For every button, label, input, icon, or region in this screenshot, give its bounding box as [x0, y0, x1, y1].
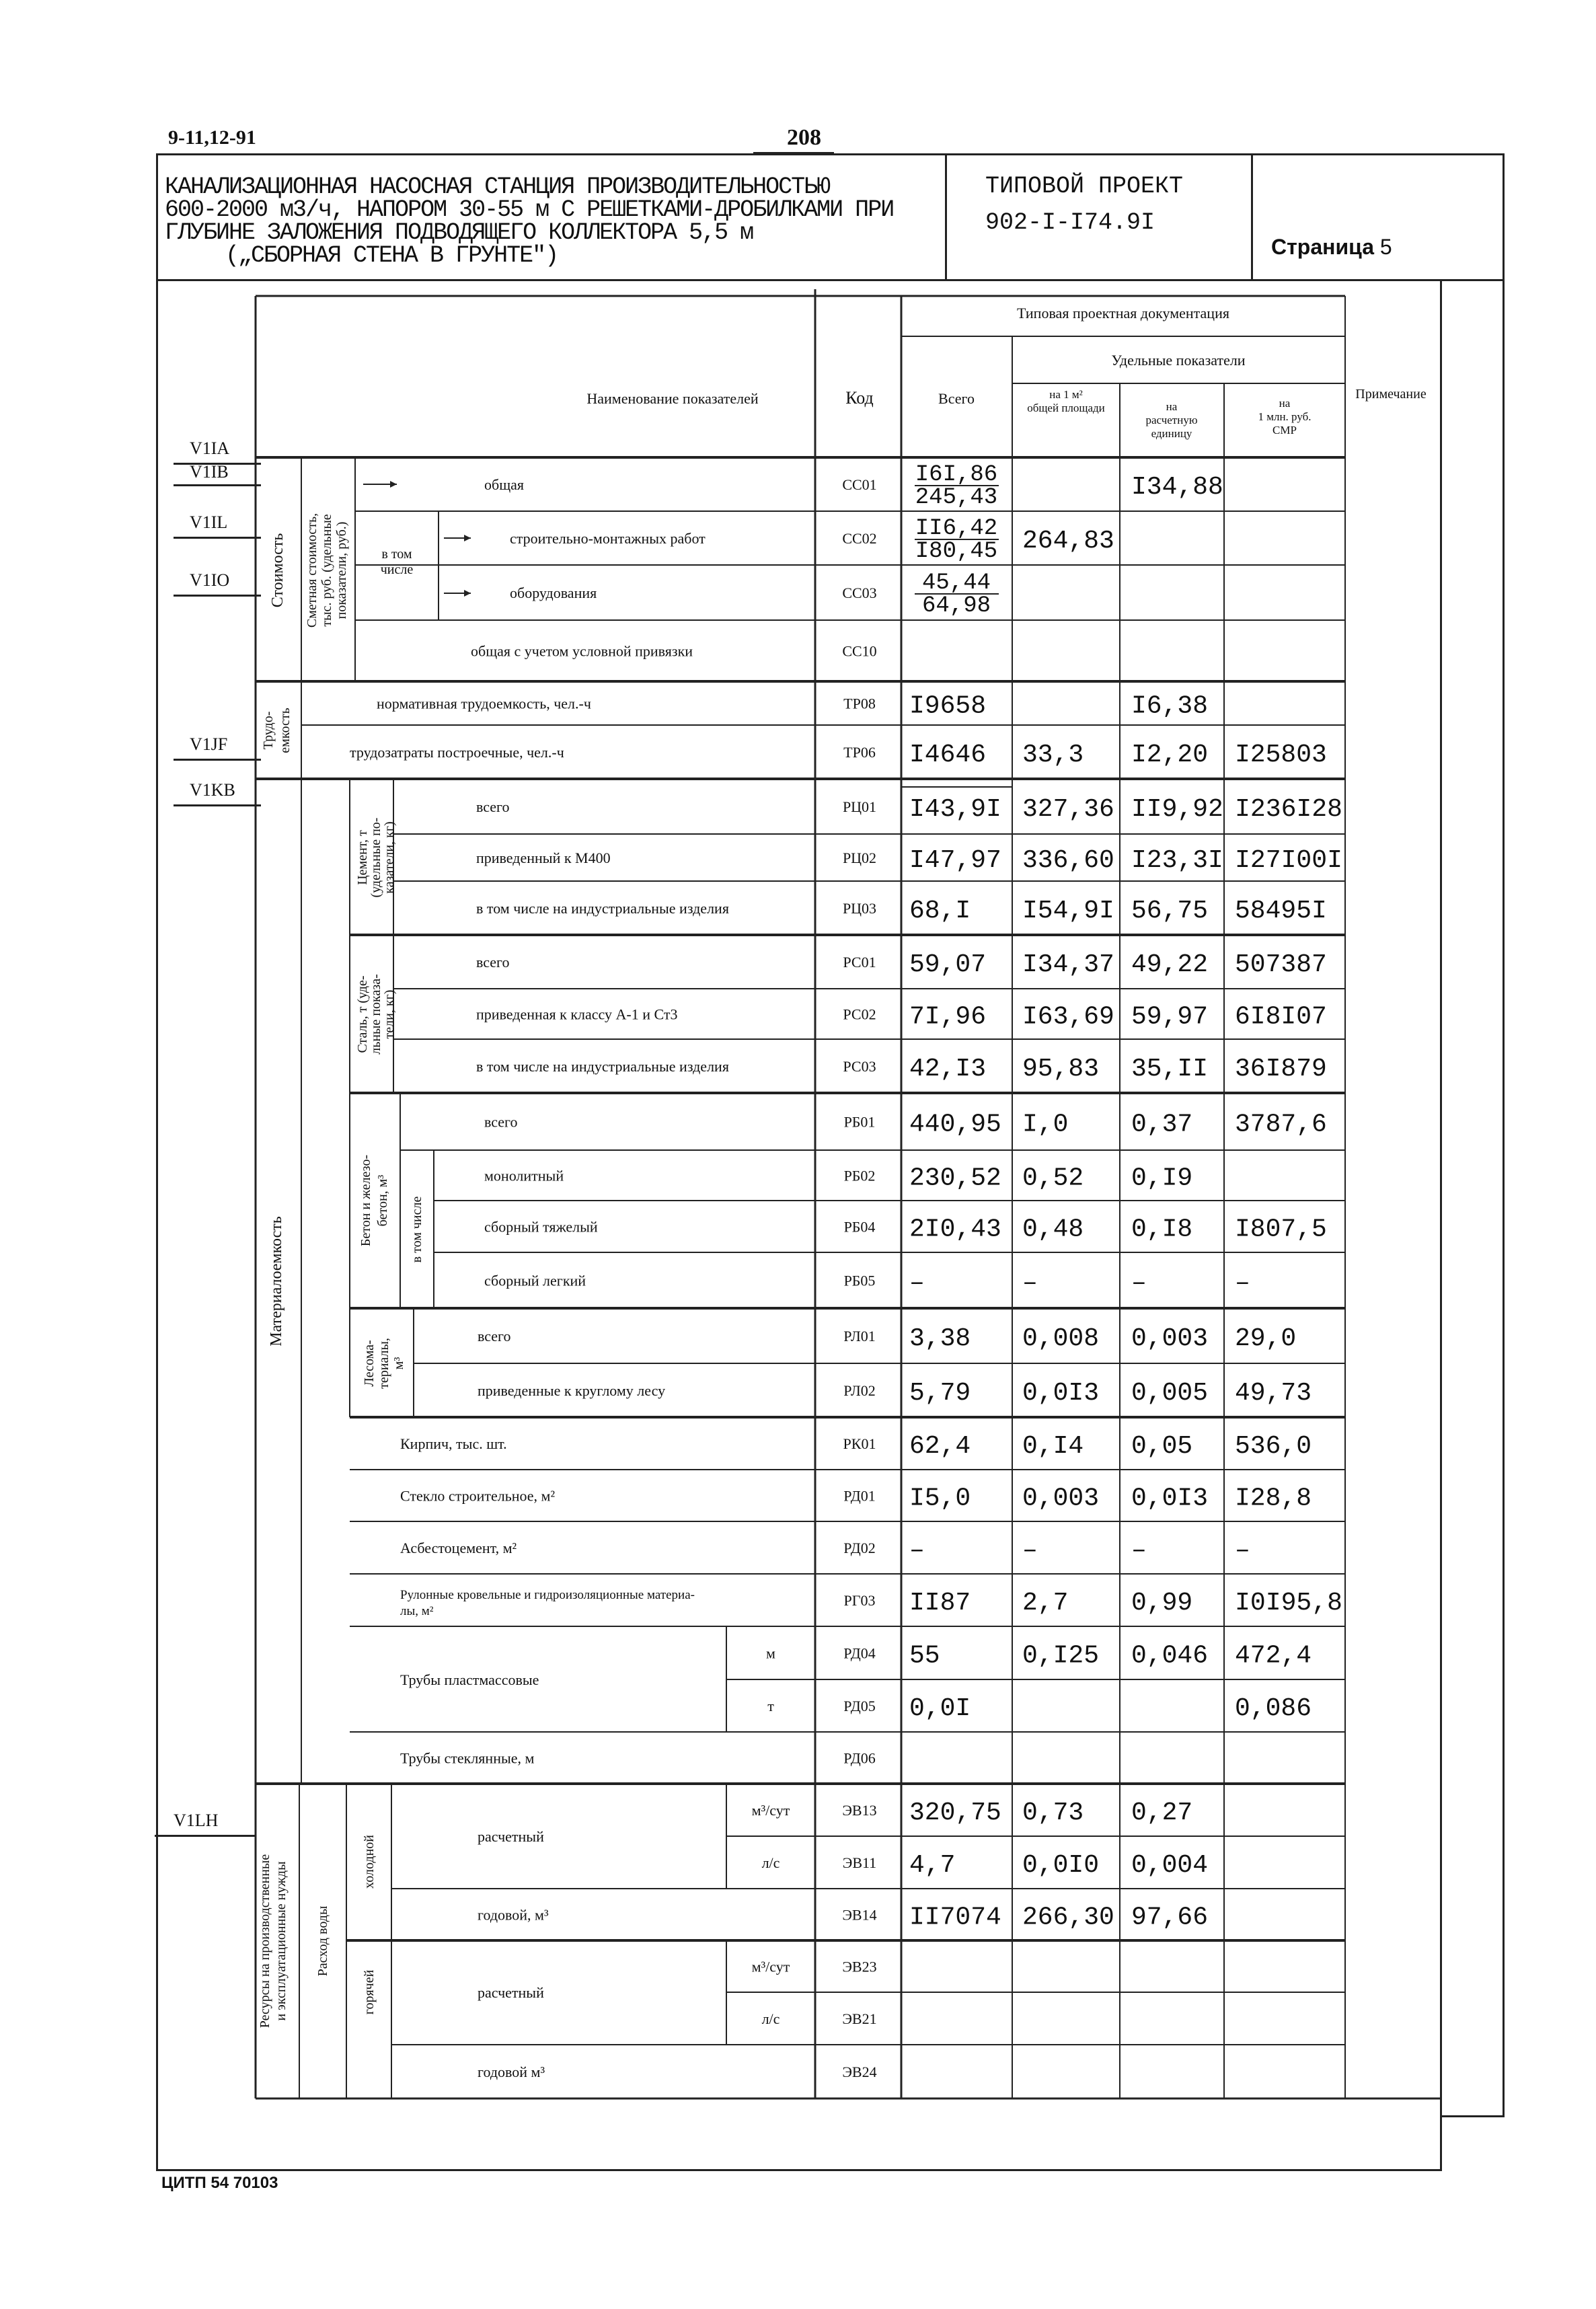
- row-4-code: ТР08: [843, 695, 876, 712]
- row-2-code: СС03: [842, 584, 877, 601]
- group-wood-1: Лесома-: [362, 1340, 377, 1387]
- row-16-total: 3,38: [909, 1324, 971, 1353]
- row-23-per-smr: 0,086: [1235, 1694, 1312, 1723]
- row-0-code: СС01: [842, 476, 877, 493]
- row-7-name: приведенный к М400: [476, 849, 611, 866]
- row-0-per-unit: I34,88: [1131, 473, 1223, 502]
- row-1-total: II6,42: [915, 516, 998, 541]
- row-7-per-unit: I23,3I: [1131, 846, 1223, 875]
- row-16-code: РЛ01: [843, 1328, 876, 1345]
- row-19-code: РД01: [843, 1487, 876, 1505]
- row-7-code: РЦ02: [842, 849, 877, 866]
- row-12-code: РБ01: [843, 1113, 876, 1131]
- row-19-per-unit: 0,0I3: [1131, 1484, 1209, 1513]
- group-incl-2: числе: [380, 562, 414, 577]
- mark-v1lh: V1LH: [174, 1811, 219, 1830]
- row-25-unit: м³/сут: [751, 1802, 790, 1819]
- row-5-per-area: 33,3: [1022, 741, 1084, 769]
- row-24-code: РД06: [843, 1749, 876, 1767]
- group-water: Расход воды: [315, 1905, 330, 1977]
- head-per-smr-2: 1 млн. руб.: [1258, 410, 1312, 423]
- row-14-per-smr: I807,5: [1235, 1215, 1327, 1244]
- mark-v1jf: V1JF: [190, 734, 228, 754]
- head-per-unit-3: единицу: [1151, 427, 1192, 440]
- row-1-total-2: I80,45: [915, 539, 998, 564]
- row-19-per-area: 0,003: [1022, 1484, 1100, 1513]
- row-27-total: II7074: [909, 1903, 1001, 1932]
- mark-v1il: V1IL: [190, 513, 228, 532]
- row-13-name: монолитный: [484, 1167, 564, 1184]
- row-11-per-unit: 35,II: [1131, 1055, 1209, 1084]
- row-25-name: расчетный: [478, 1828, 544, 1845]
- row-13-per-unit: 0,I9: [1131, 1164, 1193, 1193]
- group-incl-1: в том: [381, 547, 412, 562]
- row-21-name-line-2: лы, м²: [400, 1604, 434, 1618]
- row-9-per-unit: 49,22: [1131, 950, 1209, 979]
- row-19-per-smr: I28,8: [1235, 1484, 1312, 1513]
- row-28-unit: м³/сут: [751, 1958, 790, 1975]
- row-15-per-smr: –: [1235, 1269, 1250, 1298]
- row-15-code: РБ05: [843, 1272, 876, 1289]
- row-24-name: Трубы стеклянные, м: [400, 1749, 535, 1767]
- row-16-per-smr: 29,0: [1235, 1324, 1297, 1353]
- row-1-code: СС02: [842, 530, 877, 547]
- row-7-total: I47,97: [909, 846, 1001, 875]
- row-18-total: 62,4: [909, 1432, 971, 1461]
- row-6-code: РЦ01: [842, 798, 877, 815]
- row-14-code: РБ04: [843, 1218, 876, 1236]
- group-concrete-1: Бетон и железо-: [358, 1154, 373, 1247]
- row-4-name: нормативная трудоемкость, чел.-ч: [377, 695, 591, 712]
- row-21-per-area: 2,7: [1022, 1589, 1069, 1618]
- project-title-line-4: („СБОРНАЯ СТЕНА В ГРУНТЕ"): [225, 242, 558, 269]
- row-22-total: 55: [909, 1641, 940, 1671]
- arrow-head-icon: [464, 590, 471, 597]
- head-total: Всего: [938, 390, 975, 407]
- arrow-head-icon: [464, 535, 471, 541]
- row-18-per-unit: 0,05: [1131, 1432, 1193, 1461]
- mark-v1ia: V1IA: [190, 439, 230, 458]
- row-9-per-smr: 507387: [1235, 950, 1327, 979]
- row-26-per-area: 0,0I0: [1022, 1851, 1100, 1880]
- row-17-total: 5,79: [909, 1379, 971, 1408]
- head-specific: Удельные показатели: [1111, 352, 1246, 369]
- group-labor-2: емкость: [278, 708, 293, 753]
- group-resources-2: и эксплуатационные нужды: [274, 1861, 289, 2021]
- group-concrete-incl: в том числе: [410, 1196, 424, 1263]
- row-4-per-unit: I6,38: [1131, 691, 1209, 721]
- row-11-name: в том числе на индустриальные изделия: [476, 1058, 729, 1075]
- row-25-per-unit: 0,27: [1131, 1799, 1193, 1827]
- row-22-per-smr: 472,4: [1235, 1641, 1312, 1671]
- row-20-name: Асбестоцемент, м²: [400, 1540, 517, 1556]
- row-26-unit: л/с: [761, 1854, 780, 1871]
- row-6-per-unit: II9,92: [1131, 795, 1223, 824]
- group-concrete-2: бетон, м³: [375, 1174, 390, 1227]
- group-cement-1: Цемент, т: [355, 830, 370, 885]
- head-code: Код: [845, 388, 874, 408]
- project-code: 902-I-I74.9I: [985, 209, 1155, 236]
- row-2-total: 45,44: [921, 570, 991, 596]
- group-cold: холодной: [362, 1835, 377, 1889]
- row-17-code: РЛ02: [843, 1382, 876, 1399]
- row-20-total: –: [909, 1536, 925, 1565]
- row-11-per-smr: 36I879: [1235, 1055, 1327, 1084]
- row-15-name: сборный легкий: [484, 1272, 586, 1289]
- row-8-per-smr: 58495I: [1235, 897, 1327, 925]
- row-16-per-unit: 0,003: [1131, 1324, 1209, 1353]
- row-17-name: приведенные к круглому лесу: [478, 1382, 666, 1399]
- row-21-name-line-1: Рулонные кровельные и гидроизоляционные материа-: [400, 1588, 695, 1602]
- row-19-total: I5,0: [909, 1484, 971, 1513]
- row-8-per-unit: 56,75: [1131, 897, 1209, 925]
- head-name: Наименование показателей: [586, 390, 759, 407]
- group-cost: Стоимость: [269, 533, 287, 608]
- row-10-per-area: I63,69: [1022, 1002, 1114, 1032]
- mark-v1ib: V1IB: [190, 462, 229, 482]
- row-28-code: ЭВ23: [842, 1958, 877, 1975]
- row-27-code: ЭВ14: [842, 1906, 877, 1924]
- row-23-total: 0,0I: [909, 1694, 971, 1723]
- row-22-name: Трубы пластмассовые: [400, 1671, 539, 1688]
- row-2-name: оборудования: [510, 584, 597, 601]
- project-type-label: ТИПОВОЙ ПРОЕКТ: [985, 173, 1184, 200]
- row-21-per-smr: I0I95,8: [1235, 1589, 1342, 1618]
- row-3-code: СС10: [842, 642, 877, 660]
- group-cement-2: (удельные по-: [369, 817, 383, 898]
- row-22-unit: м: [766, 1644, 775, 1662]
- row-1-name: строительно-монтажных работ: [510, 530, 706, 547]
- group-cement-3: казатели, кг): [382, 821, 397, 894]
- row-26-code: ЭВ11: [842, 1854, 877, 1871]
- row-17-per-unit: 0,005: [1131, 1379, 1209, 1408]
- row-13-per-area: 0,52: [1022, 1164, 1084, 1193]
- row-22-code: РД04: [843, 1644, 876, 1662]
- head-per-unit-1: на: [1166, 400, 1178, 413]
- mark-v1io: V1IO: [190, 570, 230, 590]
- row-28-name: расчетный: [478, 1984, 544, 2001]
- row-27-per-area: 266,30: [1022, 1903, 1114, 1932]
- row-25-per-area: 0,73: [1022, 1799, 1084, 1827]
- row-8-total: 68,I: [909, 897, 971, 925]
- row-15-per-unit: –: [1131, 1269, 1147, 1298]
- row-13-code: РБ02: [843, 1167, 876, 1184]
- row-29-unit: л/с: [761, 2010, 780, 2027]
- row-15-per-area: –: [1022, 1269, 1038, 1298]
- head-per-smr-1: на: [1279, 397, 1291, 410]
- sheet-number: 5: [1379, 235, 1392, 259]
- row-18-name: Кирпич, тыс. шт.: [400, 1435, 507, 1452]
- group-resources-1: Ресурсы на производственные: [258, 1854, 272, 2029]
- row-11-total: 42,I3: [909, 1055, 987, 1084]
- group-labor-1: Трудо-: [261, 711, 276, 750]
- sheet-label-text: Страница: [1271, 235, 1374, 259]
- row-11-code: РС03: [843, 1058, 876, 1075]
- row-19-name: Стекло строительное, м²: [400, 1487, 556, 1505]
- row-6-total: I43,9I: [909, 795, 1001, 824]
- row-14-per-area: 0,48: [1022, 1215, 1084, 1244]
- document-number: 9-11,12-91: [168, 126, 256, 149]
- head-per-unit-2: расчетную: [1145, 414, 1198, 426]
- row-14-per-unit: 0,I8: [1131, 1215, 1193, 1244]
- row-14-name: сборный тяжелый: [484, 1218, 598, 1236]
- row-12-per-smr: 3787,6: [1235, 1110, 1327, 1139]
- row-22-per-unit: 0,046: [1131, 1641, 1209, 1671]
- group-wood-2: териалы,: [377, 1338, 391, 1389]
- row-7-per-smr: I27I00I: [1235, 846, 1342, 875]
- row-11-per-area: 95,83: [1022, 1055, 1100, 1084]
- row-23-code: РД05: [843, 1698, 876, 1714]
- group-cost-sub-1: Сметная стоимость,: [305, 513, 319, 628]
- row-5-total: I4646: [909, 741, 987, 769]
- row-4-total: I9658: [909, 691, 987, 721]
- row-6-per-area: 327,36: [1022, 795, 1114, 824]
- row-27-per-unit: 97,66: [1131, 1903, 1209, 1932]
- row-10-code: РС02: [843, 1006, 876, 1023]
- row-5-name: трудозатраты построечные, чел.-ч: [350, 744, 564, 761]
- head-per-area-1: на 1 м²: [1049, 388, 1083, 401]
- row-5-per-unit: I2,20: [1131, 741, 1209, 769]
- row-26-per-unit: 0,004: [1131, 1851, 1209, 1880]
- row-21-code: РГ03: [843, 1592, 876, 1609]
- row-17-per-area: 0,0I3: [1022, 1379, 1100, 1408]
- row-5-code: ТР06: [843, 744, 876, 761]
- row-25-total: 320,75: [909, 1799, 1001, 1827]
- group-steel-2: льные показа-: [369, 974, 383, 1055]
- row-6-per-smr: I236I28: [1235, 795, 1342, 824]
- project-title-line-3: ГЛУБИНЕ ЗАЛОЖЕНИЯ ПОДВОДЯЩЕГО КОЛЛЕКТОРА 5,5 м: [165, 219, 753, 246]
- row-7-per-area: 336,60: [1022, 846, 1114, 875]
- group-material: Материалоемкость: [268, 1216, 285, 1347]
- row-21-per-unit: 0,99: [1131, 1589, 1193, 1618]
- row-18-per-area: 0,I4: [1022, 1432, 1084, 1461]
- row-27-name: годовой, м³: [478, 1906, 549, 1924]
- row-10-per-smr: 6I8I07: [1235, 1002, 1327, 1032]
- row-2-total-2: 64,98: [921, 593, 991, 619]
- row-12-per-unit: 0,37: [1131, 1110, 1193, 1139]
- group-hot: горячей: [362, 1969, 377, 2015]
- row-23-unit: т: [767, 1698, 774, 1714]
- project-title-line-1: КАНАЛИЗАЦИОННАЯ НАСОСНАЯ СТАНЦИЯ ПРОИЗВОДИТЕЛЬНОСТЬЮ: [165, 174, 830, 200]
- group-cost-sub-3: показатели, руб.): [334, 521, 349, 619]
- row-0-total-2: 245,43: [915, 485, 998, 510]
- row-21-total: II87: [909, 1589, 971, 1618]
- row-5-per-smr: I25803: [1235, 741, 1327, 769]
- row-12-name: всего: [484, 1113, 518, 1131]
- footer-code: ЦИТП 54 70103: [161, 2174, 278, 2192]
- row-8-code: РЦ03: [842, 900, 877, 917]
- row-9-code: РС01: [843, 954, 876, 971]
- row-29-code: ЭВ21: [842, 2010, 877, 2027]
- row-14-total: 2I0,43: [909, 1215, 1001, 1244]
- row-22-per-area: 0,I25: [1022, 1641, 1100, 1671]
- row-10-name: приведенная к классу А-1 и Ст3: [476, 1006, 678, 1023]
- row-9-name: всего: [476, 954, 510, 971]
- row-10-total: 7I,96: [909, 1002, 987, 1032]
- row-8-per-area: I54,9I: [1022, 897, 1114, 925]
- row-20-per-smr: –: [1235, 1536, 1250, 1565]
- row-13-total: 230,52: [909, 1164, 1001, 1193]
- row-1-per-area: 264,83: [1022, 527, 1114, 556]
- head-per-smr-3: СМР: [1272, 424, 1297, 437]
- group-cost-sub-2: тыс. руб. (удельные: [319, 514, 334, 627]
- row-20-per-area: –: [1022, 1536, 1038, 1565]
- project-title-line-2: 600-2000 м3/ч, НАПОРОМ 30-55 м С РЕШЕТКАМИ-ДРОБИЛКАМИ ПРИ: [165, 196, 894, 223]
- row-25-code: ЭВ13: [842, 1802, 877, 1819]
- row-17-per-smr: 49,73: [1235, 1379, 1312, 1408]
- row-6-name: всего: [476, 798, 510, 815]
- row-10-per-unit: 59,97: [1131, 1002, 1209, 1032]
- row-20-code: РД02: [843, 1540, 876, 1556]
- row-18-per-smr: 536,0: [1235, 1432, 1312, 1461]
- row-0-name: общая: [484, 476, 525, 493]
- row-12-per-area: I,0: [1022, 1110, 1069, 1139]
- page-number: 208: [787, 125, 821, 150]
- group-steel-1: Сталь, т (уде-: [355, 975, 370, 1053]
- head-note: Примечание: [1355, 387, 1427, 402]
- row-30-code: ЭВ24: [842, 2064, 877, 2080]
- row-9-total: 59,07: [909, 950, 987, 979]
- row-16-name: всего: [478, 1328, 511, 1345]
- arrow-head-icon: [390, 481, 397, 488]
- row-26-total: 4,7: [909, 1851, 956, 1880]
- group-wood-3: м³: [391, 1357, 406, 1370]
- row-12-total: 440,95: [909, 1110, 1001, 1139]
- row-20-per-unit: –: [1131, 1536, 1147, 1565]
- row-3-name: общая с учетом условной привязки: [471, 642, 693, 660]
- row-8-name: в том числе на индустриальные изделия: [476, 900, 729, 917]
- head-per-area-2: общей площади: [1027, 402, 1105, 414]
- group-steel-3: тели, кг): [382, 989, 397, 1039]
- mark-v1kb: V1KB: [190, 780, 235, 800]
- row-16-per-area: 0,008: [1022, 1324, 1100, 1353]
- row-0-total: I6I,86: [915, 462, 998, 488]
- head-docs: Типовая проектная документация: [1017, 305, 1229, 321]
- row-30-name: годовой м³: [478, 2064, 545, 2080]
- row-18-code: РК01: [843, 1435, 876, 1452]
- row-9-per-area: I34,37: [1022, 950, 1114, 979]
- row-15-total: –: [909, 1269, 925, 1298]
